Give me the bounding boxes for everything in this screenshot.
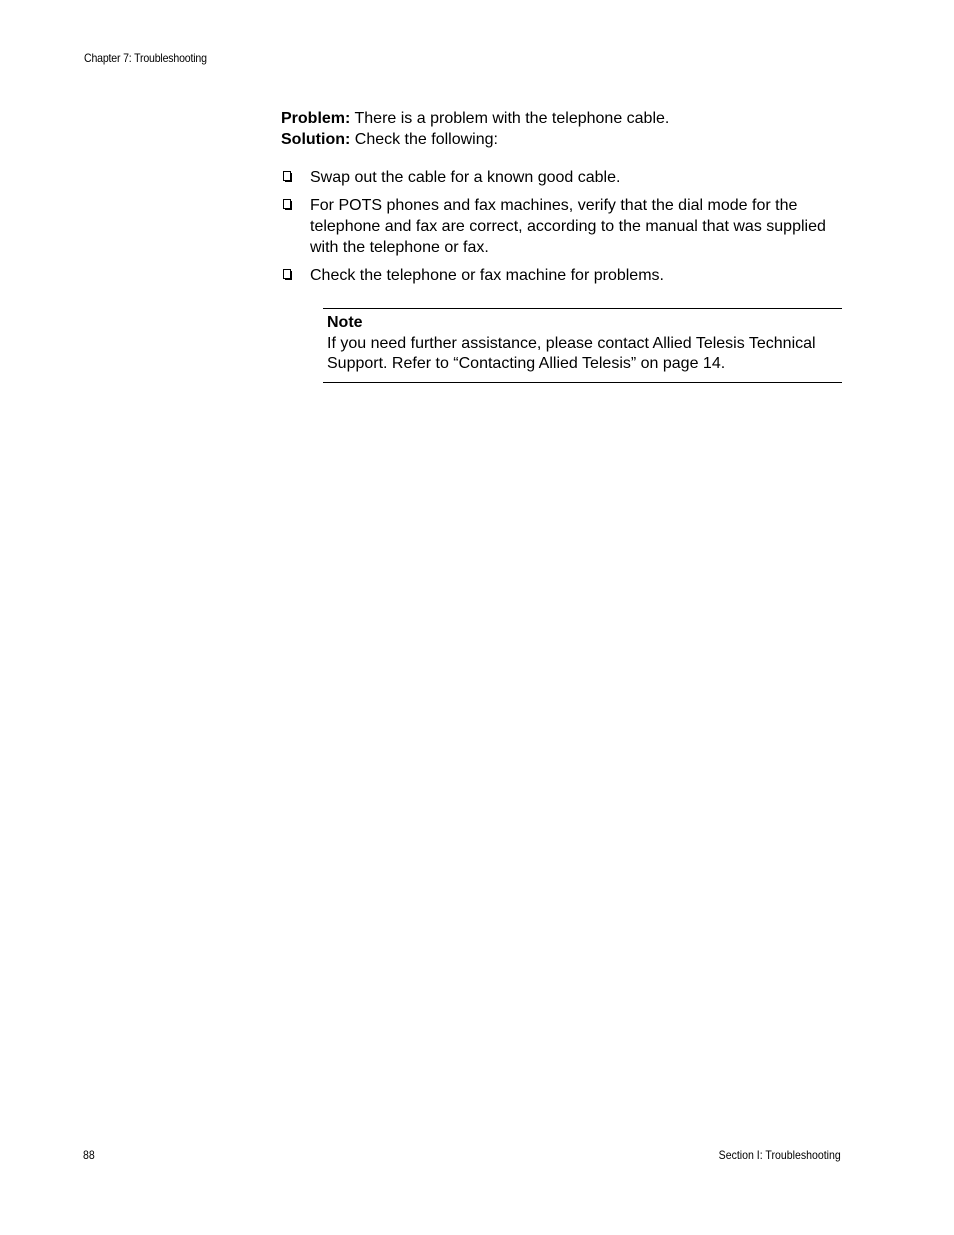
list-item-text: Swap out the cable for a known good cable. xyxy=(310,169,621,186)
note-body: If you need further assistance, please contact Allied Telesis Technical Support. Refer to “Contacting Allied Telesis” on page 14. xyxy=(327,334,816,372)
running-header: Chapter 7: Troubleshooting xyxy=(84,51,207,65)
list-item-text: For POTS phones and fax machines, verify that the dial mode for the telephone and fax are correct, according to the manual that was supplied with the telephone or fax. xyxy=(310,197,826,256)
problem-line xyxy=(281,108,846,129)
note-title: Note xyxy=(327,314,363,331)
page-number: 88 xyxy=(83,1148,95,1162)
list-item xyxy=(281,195,846,258)
list-item-text: Check the telephone or fax machine for problems. xyxy=(310,267,664,284)
troubleshooting-entry xyxy=(281,108,846,293)
solution-line xyxy=(281,129,846,150)
solution-text: Check the following: xyxy=(350,131,498,148)
checkbox-bullet-icon xyxy=(283,269,291,279)
solution-label: Solution: xyxy=(281,131,351,148)
checkbox-bullet-icon xyxy=(283,199,291,209)
footer-section-title: Section I: Troubleshooting xyxy=(718,1148,841,1162)
list-item xyxy=(281,265,846,286)
checkbox-bullet-icon xyxy=(283,171,291,181)
problem-text: There is a problem with the telephone cable. xyxy=(350,110,670,127)
problem-label: Problem: xyxy=(281,110,351,127)
note-box xyxy=(323,308,842,383)
solution-checklist xyxy=(281,167,846,286)
list-item xyxy=(281,167,846,188)
